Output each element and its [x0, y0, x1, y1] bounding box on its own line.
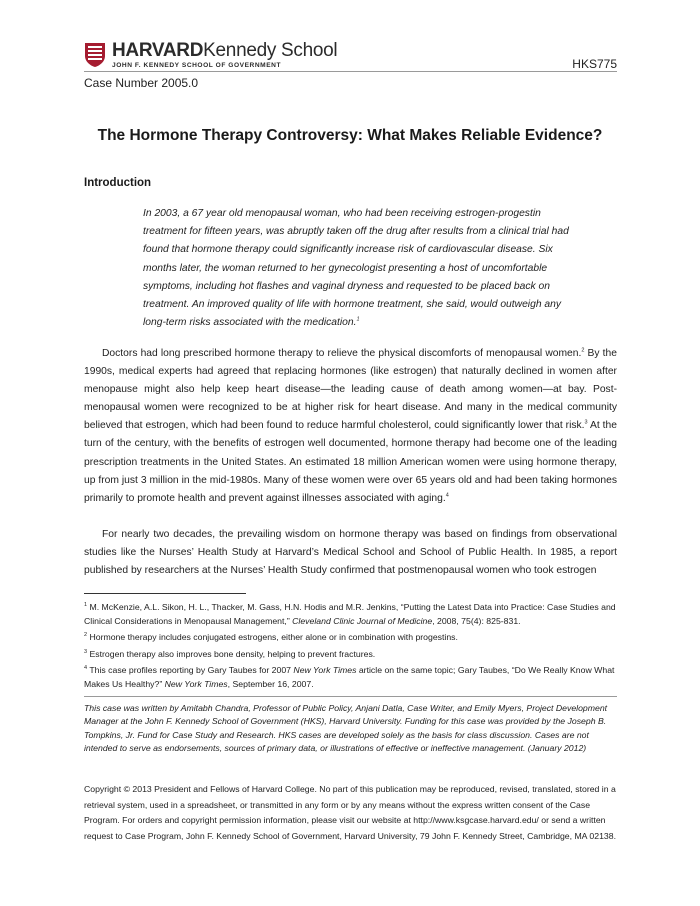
document-title: The Hormone Therapy Controversy: What Makes Reliable Evidence? [97, 127, 603, 144]
opening-quote [143, 205, 576, 332]
footnote-italic: New York Times [164, 678, 228, 689]
authorship-divider [84, 696, 617, 697]
footnote-ref[interactable]: 3 [584, 419, 588, 426]
brand-name-bold: HARVARD [112, 40, 204, 61]
harvard-kennedy-school-logo [84, 40, 338, 72]
hks-code: HKS775 [572, 57, 617, 71]
footnote-text: This case profiles reporting by Gary Taubes for 2007 [87, 665, 294, 676]
footnote-item [84, 631, 619, 645]
quote-text: In 2003, a 67 year old menopausal woman, who had been receiving estrogen-progestin treatment for fifteen years, was abruptly taken off the drug after results from a clinical trial had found that hormone therapy could significantly increase risk of cardiovascular disease. Six months later, the woman returned to her gynecologist presenting a host of uncomfortable symptoms, including hot flashes and vaginal dryness and requested to be placed back on treatment. An improved quality of life with hormone treatment, she said, would outweigh any long-term risks associated with the medication. [143, 208, 569, 329]
section-heading-introduction: Introduction [84, 177, 152, 189]
footnote-item [84, 601, 619, 628]
footnote-number: 3 [84, 648, 88, 655]
footnote-text: , September 16, 2007. [227, 678, 314, 689]
footnote-item [84, 648, 619, 662]
harvard-shield-icon [84, 42, 106, 68]
footnote-ref[interactable]: 4 [445, 492, 449, 499]
para1-sentence: By the 1990s, medical experts had agreed that replacing hormones (like estrogen) that naturally declined in women after menopause might also help keep heart disease—the leading cause of death among women—at bay. Post-menopausal women were recognized to be at higher risk for heart disease. And many in the medical community believed that estrogen, which had been found to reduce harmful cholesterol, could significantly lower that risk. [84, 348, 617, 432]
footnote-text: Hormone therapy includes conjugated estrogens, either alone or in combination with progestins. [87, 632, 458, 643]
body-paragraph-1 [84, 345, 617, 508]
footnote-number: 2 [84, 632, 88, 639]
copyright-text: Copyright © 2013 President and Fellows of Harvard College. No part of this publication may be reproduced, revised, translated, stored in a retrieval system, used in a spreadsheet, or transmitted in any form or by any means without the express written consent of the Case Program. For orders and copyright permission information, please visit our website at http://www.ksgcase.harvard.edu/ or send a written request to Case Program, John F. Kennedy School of Government, Harvard University, 79 John F. Kennedy Street, Cambridge, MA 02138. [84, 784, 616, 842]
footnote-italic: New York Times [293, 665, 357, 676]
para1-sentence: At the turn of the century, with the benefits of estrogen well documented, hormone therapy had become one of the leading prescription treatments in the United States. An estimated 18 million American women were using hormone therapy, up from just 3 million in the mid-1980s. Many of these women were over 65 years old and had been taking hormones primarily to promote health and prevent against illnesses associated with aging. [84, 420, 617, 504]
footnote-ref[interactable]: 2 [581, 347, 585, 354]
footnote-number: 4 [84, 665, 88, 672]
header-divider [84, 71, 617, 72]
para2-text: For nearly two decades, the prevailing wisdom on hormone therapy was based on findings from observational studies like the Nurses’ Health Study at Harvard’s Medical School and School of Public Health. In 1985, a report published by researchers at the Nurses’ Health Study confirmed that postmenopausal women who took estrogen [84, 529, 617, 577]
case-number: Case Number 2005.0 [84, 76, 199, 90]
footnote-divider [84, 593, 246, 594]
brand-name [112, 40, 337, 62]
footnote-text: , 2008, 75(4): 825-831. [432, 615, 521, 626]
footnote-text: Estrogen therapy also improves bone density, helping to prevent fractures. [87, 648, 376, 659]
footnote-text: M. McKenzie, A.L. Sikon, H. L., Thacker, M. Gass, H.N. Hodis and M.R. Jenkins, “Putting the Latest Data into Practice: Case Studies and Clinical Considerations in Menopausal Management,” [84, 602, 616, 626]
authorship-note [84, 702, 617, 756]
footnote-number: 1 [84, 602, 88, 609]
footnote-item [84, 664, 619, 691]
footnote-text: article on the same topic; Gary Taubes, “Do We Really Know What Makes Us Healthy?” [84, 665, 615, 689]
copyright-notice [84, 782, 619, 845]
para1-sentence: Doctors had long prescribed hormone therapy to relieve the physical discomforts of menopausal women. [102, 348, 582, 359]
brand-name-light: Kennedy School [203, 40, 338, 61]
body-paragraph-2 [84, 526, 617, 580]
footnote-italic: Cleveland Clinic Journal of Medicine [292, 615, 433, 626]
footnote-ref[interactable]: 1 [356, 316, 360, 323]
brand-subtitle: JOHN F. KENNEDY SCHOOL OF GOVERNMENT [112, 62, 282, 69]
footnotes [84, 601, 619, 695]
authorship-text: This case was written by Amitabh Chandra, Professor of Public Policy, Anjani Datla, Case Writer, and Emily Myers, Project Development Manager at the John F. Kennedy School of Government (HKS), Harvard University. Funding for this case was provided by the Joseph B. Tompkins, Jr. Fund for Case Study and Research. HKS cases are developed solely as the basis for class discussion. Cases are not intended to serve as endorsements, sources of primary data, or illustrations of effective or ineffective management. (January 2012) [84, 703, 608, 754]
